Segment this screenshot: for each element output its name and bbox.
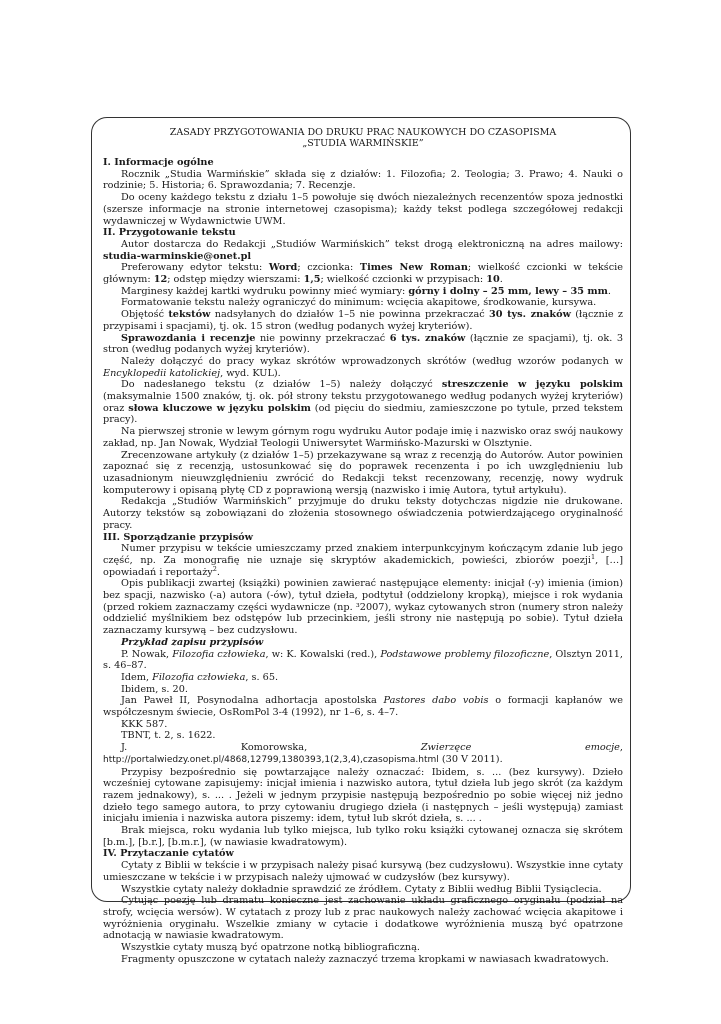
s1-paragraph-2: Do oceny każdego tekstu z działu 1–5 powołuje się dwóch niezależnych recenzentów spoza jednostki (szersze informacje na stronie internetowej czasopisma); każdy tekst podlega szczegółowej redakcji wydawniczej w Wydawnictwie UWM. [103,192,623,227]
s4-paragraph-3: Cytując poezję lub dramatu konieczne jest zachowanie układu graficznego oryginału (podział na strofy, wcięcia wersów). W cytatach z prozy lub z prac naukowych należy zachować wcięcia akapitowe i wyróżnienia oryginału. Wszelkie zmiany w cytacie i dodatkowe wyróżnienia muszą być opatrzone adnotacją w nawiasie kwadratowym. [103,895,623,942]
s2-paragraph-6: Sprawozdania i recenzje nie powinny przekraczać 6 tys. znaków (łącznie ze spacjami), tj. ok. 3 stron (według podanych wyżej kryteriów). [103,332,623,356]
s2-paragraph-11: Redakcja „Studiów Warmińskich” przyjmuje do druku teksty dotychczas nigdzie nie drukowane. Autorzy tekstów są zobowiązani do złożenia stosownego oświadczenia potwierdzającego oryginalność pracy. [103,496,623,531]
s2-paragraph-7: Należy dołączyć do pracy wykaz skrótów wprowadzonych skrótów (według wzorów podanych w Encyklopedii katolickiej, wyd. KUL). [103,355,623,379]
title-line-2: „STUDIA WARMIŃSKIE” [302,138,424,149]
s3-paragraph-1: Numer przypisu w tekście umieszczamy przed znakiem interpunkcyjnym kończącym zdanie lub jego część, np. Za monografię nie uznaje się skryptów akademickich, powieści, zbiorów poezji$^1$, […] opowiadań i reportaży$^2$. [103,543,624,578]
example-footnote-4: Jan Paweł II, Posynodalna adhortacja apostolska Pastores dabo vobis o formacji kapłanów we współczesnym świecie, OsRomPol 3-4 (1992), nr 1–6, s. 4–7. [103,695,624,719]
s3-paragraph-2: Opis publikacji zwartej (książki) powinien zawierać następujące elementy: inicjał (-y) imienia (imion) bez spacji, nazwisko (-a) autora (-ów), tytuł dzieła, podtytuł (oddzielony kropką), miejsce i rok wydania (przed rokiem zaznaczamy części wydawnicze (np. ³2007), wykaz cytowanych stron (numery stron należy oddzielić myślnikiem bez odstępów lub przecinkiem, jeśli strony nie następują po sobie). Tytuł dzieła zaznaczamy kursywą – bez cudzysłowu. [103,578,623,637]
example-footnote-5: KKK 587. [121,718,168,730]
s2-paragraph-10: Zrecenzowane artykuły (z działów 1–5) przekazywane są wraz z recenzją do Autorów. Autor powinien zapoznać się z recenzją, ustosunkować się do poprawek recenzenta i po ich uwzględnieniu lub uzasadnionym nieuwzględnieniu zwrócić do Redakcji tekst recenzowany, recenzję, nowy wydruk komputerowy i opisaną płytę CD z poprawioną wersją (nazwisko i imię Autora, tytuł artykułu). [103,449,623,496]
s2-paragraph-4: Formatowanie tekstu należy ograniczyć do minimum: wcięcia akapitowe, środkowanie, kursywa. [121,297,597,309]
example-footnote-7: J. Komorowska, Zwierzęce emocje, http://portalwiedzy.onet.pl/4868,12799,1380393,1(2,3,4),czasopisma.html (30 V 2011). [103,742,623,765]
example-footnote-6: TBNT, t. 2, s. 1622. [121,730,216,742]
s2-paragraph-1: Autor dostarcza do Redakcji „Studiów Warmińskich” tekst drogą elektroniczną na adres mailowy: studia-warminskie@onet.pl [103,238,623,262]
document-body [103,127,623,966]
s2-paragraph-8: Do nadesłanego tekstu (z działów 1–5) należy dołączyć streszczenie w języku polskim (maksymalnie 1500 znaków, tj. ok. pół strony tekstu przygotowanego według podanych wyżej kryteriów) oraz słowa kluczowe w języku polskim (od pięciu do siedmiu, zamieszczone po tytule, przed tekstem pracy). [103,379,623,426]
email-address: studia-warminskie@onet.pl [103,250,252,262]
title-line-1: ZASADY PRZYGOTOWANIA DO DRUKU PRAC NAUKOWYCH DO CZASOPISMA [169,127,557,138]
s4-paragraph-5: Fragmenty opuszczone w cytatach należy zaznaczyć trzema kropkami w nawiasach kwadratowych. [121,953,609,965]
s4-paragraph-4: Wszystkie cytaty muszą być opatrzone notką bibliograficzną. [121,942,420,954]
s2-paragraph-5: Objętość tekstów nadsyłanych do działów 1–5 nie powinna przekraczać 30 tys. znaków (łącznie z przypisami i spacjami), tj. ok. 15 stron (według podanych wyżej kryteriów). [103,309,623,332]
example-url: http://portalwiedzy.onet.pl/4868,12799,1380393,1(2,3,4),czasopisma.html [103,754,439,765]
footnote-marker: 1 [590,552,596,561]
s2-paragraph-3: Marginesy każdej kartki wydruku powinny mieć wymiary: górny i dolny – 25 mm, lewy – 35 mm. [121,285,611,297]
s4-paragraph-1: Cytaty z Biblii w tekście i w przypisach należy pisać kursywą (bez cudzysłowu). Wszystkie inne cytaty umieszczane w tekście i w przypisach należy ujmować w cudzysłów (bez kursywy). [103,860,623,883]
section-heading-3: III. Sporządzanie przypisów [103,531,253,543]
s4-paragraph-2: Wszystkie cytaty należy dokładnie sprawdzić ze źródłem. Cytaty z Biblii według Biblii Tysiąclecia. [121,883,602,895]
section-heading-1: I. Informacje ogólne [103,157,214,168]
s2-paragraph-2: Preferowany edytor tekstu: Word; czcionka: Times New Roman; wielkość czcionki w tekście głównym: 12; odstęp między wierszami: 1,5; wielkość czcionki w przypisach: 10. [103,262,623,286]
s1-paragraph-1: Rocznik „Studia Warmińskie” składa się z działów: 1. Filozofia; 2. Teologia; 3. Prawo; 4. Nauki o rodzinie; 5. Historia; 6. Sprawozdania; 7. Recenzje. [103,168,623,192]
section-heading-4: IV. Przytaczanie cytatów [103,848,234,860]
example-footnote-2: Idem, Filozofia człowieka, s. 65. [121,671,279,683]
document-title [103,127,623,149]
s2-paragraph-9: Na pierwszej stronie w lewym górnym rogu wydruku Autor podaje imię i nazwisko oraz swój naukowy zakład, np. Jan Nowak, Wydział Teologii Uniwersytet Warmińsko-Mazurski w Olsztynie. [103,426,623,449]
section-heading-2: II. Przygotowanie tekstu [103,227,236,239]
example-heading: Przykład zapisu przypisów [121,636,264,648]
footnote-marker: 2 [212,564,217,573]
s3-paragraph-3: Przypisy bezpośrednio się powtarzające należy oznaczać: Ibidem, s. ... (bez kursywy). Dzieło wcześniej cytowane zapisujemy: inicjał imienia i nazwisko autora, tytuł dzieła lub jego skrót (za każdym razem jednakowy), s. ... . Jeżeli w jednym przypisie następują bezpośrednio po sobie więcej niż jedno dzieło tego samego autora, to przy cytowaniu drugiego dzieła (i następnych – jeśli występują) zamiast inicjału imienia i nazwiska autora piszemy: idem, tytuł lub skrót dzieła, s. ... . [103,766,623,825]
s3-paragraph-4: Brak miejsca, roku wydania lub tylko miejsca, lub tylko roku książki cytowanej oznacza się skrótem [b.m.], [b.r.], [b.m.r.], (w nawiasie kwadratowym). [103,825,623,848]
example-footnote-1: P. Nowak, Filozofia człowieka, w: K. Kowalski (red.), Podstawowe problemy filozoficzne, Olsztyn 2011, s. 46–87. [103,648,623,672]
example-footnote-3: Ibidem, s. 20. [121,683,188,695]
